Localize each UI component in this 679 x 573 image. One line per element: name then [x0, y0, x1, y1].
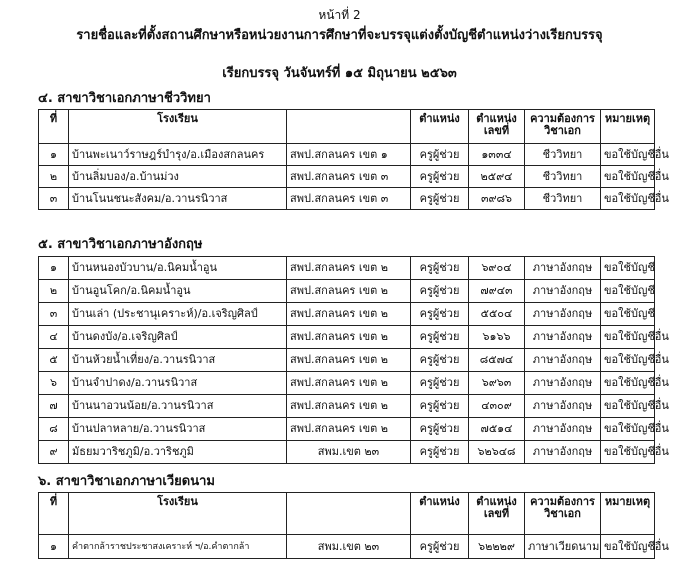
table-cell: ภาษาอังกฤษ [525, 418, 601, 441]
table-cell: ๙ [39, 441, 69, 464]
header-position-no: ตำแหน่ง เลขที่ [469, 110, 525, 144]
table-cell: ๖๑๖๖ [469, 326, 525, 349]
table-cell: ชีววิทยา [525, 188, 601, 210]
table-cell: สพป.สกลนคร เขต ๒ [287, 303, 411, 326]
table-cell: ๓ [39, 303, 69, 326]
table-cell: สพป.สกลนคร เขต ๒ [287, 326, 411, 349]
header-position: ตำแหน่ง [411, 110, 469, 144]
table-cell: ๔ [39, 326, 69, 349]
header-no: ที่ [39, 110, 69, 144]
page-number: หน้าที่ 2 [318, 8, 361, 22]
table-row [39, 349, 655, 372]
table-cell: ๗๕๑๔ [469, 418, 525, 441]
table-row [39, 326, 655, 349]
table-cell: บ้านห้วยน้ำเที่ยง/อ.วานรนิวาส [69, 349, 287, 372]
header-need: ความต้องการ วิชาเอก [525, 110, 601, 144]
table-cell: ขอใช้บัญชีอื่น [601, 372, 655, 395]
table-header-row [39, 493, 655, 535]
table-cell: ๑ [39, 535, 69, 559]
table-header-row [39, 110, 655, 144]
table-cell: ๖ [39, 372, 69, 395]
table-cell: ภาษาอังกฤษ [525, 372, 601, 395]
table-cell: ครูผู้ช่วย [411, 188, 469, 210]
table-cell: ขอใช้บัญชีอื่น [601, 349, 655, 372]
table-cell: บ้านลิ่มบอง/อ.บ้านม่วง [69, 166, 287, 188]
table-cell: ชีววิทยา [525, 144, 601, 166]
document-title: รายชื่อและที่ตั้งสถานศึกษาหรือหน่วยงานการศึกษาที่จะบรรจุแต่งตั้งบัญชีตำแหน่งว่างเรียกบรรจุ [76, 28, 603, 43]
table-cell: บ้านนาอวนน้อย/อ.วานรนิวาส [69, 395, 287, 418]
document-subtitle: เรียกบรรจุ วันจันทร์ที่ ๑๕ มิถุนายน ๒๕๖๓ [222, 66, 457, 81]
header-need: ความต้องการ วิชาเอก [525, 493, 601, 535]
table-cell: ๕๕๐๔ [469, 303, 525, 326]
table-row [39, 303, 655, 326]
table-cell: บ้านโนนชนะสังคม/อ.วานรนิวาส [69, 188, 287, 210]
table-cell: บ้านปลาหลาย/อ.วานรนิวาส [69, 418, 287, 441]
table-cell: ภาษาอังกฤษ [525, 349, 601, 372]
table-cell: สพม.เขต ๒๓ [287, 535, 411, 559]
table-cell: สพป.สกลนคร เขต ๒ [287, 395, 411, 418]
table-cell: ครูผู้ช่วย [411, 144, 469, 166]
table-row [39, 257, 655, 280]
table-cell: ขอใช้บัญชี [601, 280, 655, 303]
table-cell: ๓ [39, 188, 69, 210]
table-cell: ครูผู้ช่วย [411, 257, 469, 280]
table-cell: สพป.สกลนคร เขต ๒ [287, 280, 411, 303]
table-cell: ๖๙๐๔ [469, 257, 525, 280]
table-row [39, 188, 655, 210]
table-english [38, 256, 669, 464]
table-cell: ภาษาอังกฤษ [525, 395, 601, 418]
table-vietnamese [38, 492, 669, 559]
table-cell: ครูผู้ช่วย [411, 326, 469, 349]
header-area [287, 110, 411, 144]
table-cell: ขอใช้บัญชีอื่น [601, 326, 655, 349]
table-cell: ครูผู้ช่วย [411, 303, 469, 326]
table-cell: ครูผู้ช่วย [411, 418, 469, 441]
table-cell: บ้านจำปาดง/อ.วานรนิวาส [69, 372, 287, 395]
table-cell: ขอใช้บัญชีอื่น [601, 188, 655, 210]
table-cell: ๘๕๗๔ [469, 349, 525, 372]
table-cell: ๕ [39, 349, 69, 372]
table-cell: ๗ [39, 395, 69, 418]
table-row [39, 372, 655, 395]
table-cell: สพป.สกลนคร เขต ๑ [287, 144, 411, 166]
table-cell: ครูผู้ช่วย [411, 349, 469, 372]
table-cell: บ้านดงบัง/อ.เจริญศิลป์ [69, 326, 287, 349]
header-position: ตำแหน่ง [411, 493, 469, 535]
header-school: โรงเรียน [69, 110, 287, 144]
table-cell: สพป.สกลนคร เขต ๒ [287, 257, 411, 280]
table-cell: ๑ [39, 144, 69, 166]
section-title-vietnamese: ๖. สาขาวิชาเอกภาษาเวียดนาม [38, 474, 215, 489]
table-cell: ครูผู้ช่วย [411, 372, 469, 395]
table-row [39, 144, 655, 166]
header-note: หมายเหตุ [601, 493, 655, 535]
table-cell: ขอใช้บัญชี [601, 303, 655, 326]
table-cell: ๑ [39, 257, 69, 280]
table-row [39, 166, 655, 188]
table-cell: ขอใช้บัญชีอื่น [601, 441, 655, 464]
table-cell: คำตากล้าราชประชาสงเคราะห์ ฯ/อ.คำตากล้า [69, 535, 287, 559]
table-cell: ขอใช้บัญชีอื่น [601, 395, 655, 418]
table-row [39, 441, 655, 464]
table-cell: ๖๒๒๒๙ [469, 535, 525, 559]
table-cell: สพม.เขต ๒๓ [287, 441, 411, 464]
table-cell: สพป.สกลนคร เขต ๒ [287, 418, 411, 441]
table-cell: ๑๓๓๔ [469, 144, 525, 166]
table-cell: ภาษาเวียดนาม [525, 535, 601, 559]
table-cell: ครูผู้ช่วย [411, 441, 469, 464]
header-note: หมายเหตุ [601, 110, 655, 144]
table-cell: บ้านเล่า (ประชานุเคราะห์)/อ.เจริญศิลป์ [69, 303, 287, 326]
header-position-no: ตำแหน่ง เลขที่ [469, 493, 525, 535]
table-cell: ๖๒๖๔๘ [469, 441, 525, 464]
table-cell: ๓๙๘๖ [469, 188, 525, 210]
table-cell: ๔๓๐๙ [469, 395, 525, 418]
table-cell: ๗๙๔๓ [469, 280, 525, 303]
table-cell: ภาษาอังกฤษ [525, 326, 601, 349]
table-cell: ครูผู้ช่วย [411, 395, 469, 418]
table-cell: ภาษาอังกฤษ [525, 441, 601, 464]
table-cell: สพป.สกลนคร เขต ๓ [287, 188, 411, 210]
table-row [39, 280, 655, 303]
table-cell: ครูผู้ช่วย [411, 166, 469, 188]
table-cell: ๒๕๙๔ [469, 166, 525, 188]
table-cell: บ้านอูนโคก/อ.นิคมน้ำอูน [69, 280, 287, 303]
table-cell: สพป.สกลนคร เขต ๒ [287, 349, 411, 372]
table-cell: ขอใช้บัญชีอื่น [601, 144, 655, 166]
table-cell: ครูผู้ช่วย [411, 535, 469, 559]
table-cell: บ้านหนองบัวบาน/อ.นิคมน้ำอูน [69, 257, 287, 280]
table-cell: ขอใช้บัญชีอื่น [601, 418, 655, 441]
header-area [287, 493, 411, 535]
table-row [39, 395, 655, 418]
table-cell: ภาษาอังกฤษ [525, 280, 601, 303]
table-cell: ภาษาอังกฤษ [525, 303, 601, 326]
table-cell: ๖๙๖๓ [469, 372, 525, 395]
table-cell: ขอใช้บัญชีอื่น [601, 166, 655, 188]
table-cell: ภาษาอังกฤษ [525, 257, 601, 280]
table-row [39, 535, 655, 559]
table-cell: บ้านพะเนาว์ราษฎร์บำรุง/อ.เมืองสกลนคร [69, 144, 287, 166]
table-cell: ครูผู้ช่วย [411, 280, 469, 303]
table-cell: สพป.สกลนคร เขต ๓ [287, 166, 411, 188]
section-title-biology: ๔. สาขาวิชาเอกภาษาชีววิทยา [38, 91, 211, 106]
table-cell: ขอใช้บัญชี [601, 257, 655, 280]
section-title-english: ๕. สาขาวิชาเอกภาษาอังกฤษ [38, 237, 203, 252]
table-cell: ชีววิทยา [525, 166, 601, 188]
table-cell: ๒ [39, 280, 69, 303]
header-school: โรงเรียน [69, 493, 287, 535]
table-row [39, 418, 655, 441]
table-cell: ๘ [39, 418, 69, 441]
header-no: ที่ [39, 493, 69, 535]
table-biology [38, 109, 669, 210]
table-cell: ขอใช้บัญชีอื่น [601, 535, 655, 559]
table-cell: มัธยมวาริชภูมิ/อ.วาริชภูมิ [69, 441, 287, 464]
table-cell: ๒ [39, 166, 69, 188]
table-cell: สพป.สกลนคร เขต ๒ [287, 372, 411, 395]
